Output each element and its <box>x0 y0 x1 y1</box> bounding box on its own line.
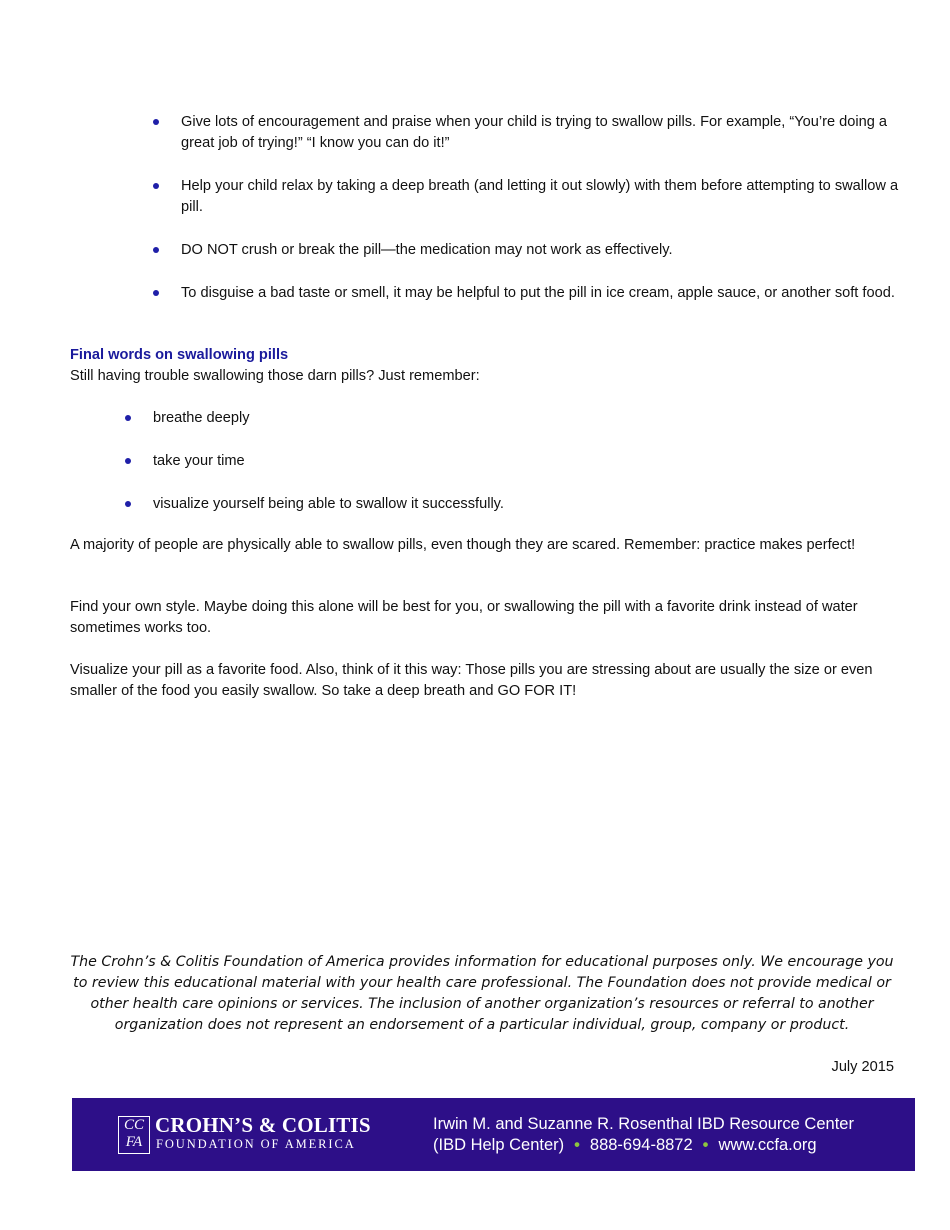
section-heading: Final words on swallowing pills <box>70 347 289 363</box>
intro-text: Still having trouble swallowing those darn pills? Just remember: <box>70 368 480 384</box>
tips-list <box>181 112 901 326</box>
list-item: To disguise a bad taste or smell, it may be helpful to put the pill in ice cream, apple sauce, or another soft food. <box>181 283 901 304</box>
footer-banner <box>72 1098 915 1171</box>
bullet-icon <box>153 247 159 253</box>
list-item: breathe deeply <box>153 408 753 429</box>
bullet-icon <box>125 458 131 464</box>
org-subtitle: FOUNDATION OF AMERICA <box>156 1137 356 1151</box>
disclaimer-text: The Crohn’s & Colitis Foundation of America provides information for educational purposes only. We encourage you to review this educational material with your health care professional. The Foundation does not provide medical or other health care opinions or services. The inclusion of another organization’s resources or referral to another organization does not represent an endorsement of a particular individual, group, company or product. <box>70 954 894 1033</box>
list-item: Help your child relax by taking a deep breath (and letting it out slowly) with them before attempting to swallow a pill. <box>181 176 901 218</box>
list-item: visualize yourself being able to swallow it successfully. <box>153 494 753 515</box>
org-name: CROHN’S & COLITIS <box>155 1113 371 1137</box>
list-item: take your time <box>153 451 753 472</box>
separator-dot-icon: • <box>702 1136 709 1154</box>
remember-list <box>153 408 753 537</box>
bullet-icon <box>153 119 159 125</box>
phone-number[interactable]: 888-694-8872 <box>589 1136 693 1154</box>
separator-dot-icon: • <box>574 1136 580 1154</box>
publication-date: July 2015 <box>831 1059 894 1075</box>
resource-center-name: Irwin M. and Suzanne R. Rosenthal IBD Resource Center <box>433 1115 854 1133</box>
paragraph: Visualize your pill as a favorite food. Also, think of it this way: Those pills you are stressing about are usually the size or even smaller of the food you easily swallow. So take a deep breath and GO FOR IT! <box>70 662 873 699</box>
bullet-icon <box>125 501 131 507</box>
bullet-icon <box>153 183 159 189</box>
list-item: Give lots of encouragement and praise when your child is trying to swallow pills. For example, “You’re doing a great job of trying!” “I know you can do it!” <box>181 112 901 154</box>
list-item: DO NOT crush or break the pill—the medication may not work as effectively. <box>181 240 901 261</box>
ccfa-logo-icon: CC FA <box>118 1116 150 1154</box>
website-link[interactable]: www.ccfa.org <box>718 1136 817 1154</box>
contact-line <box>433 1135 817 1155</box>
paragraph: A majority of people are physically able to swallow pills, even though they are scared. Remember: practice makes perfect! <box>70 537 856 553</box>
bullet-icon <box>125 415 131 421</box>
bullet-icon <box>153 290 159 296</box>
help-center-label: (IBD Help Center) <box>433 1136 565 1154</box>
paragraph: Find your own style. Maybe doing this alone will be best for you, or swallowing the pill with a favorite drink instead of water sometimes works too. <box>70 599 858 636</box>
